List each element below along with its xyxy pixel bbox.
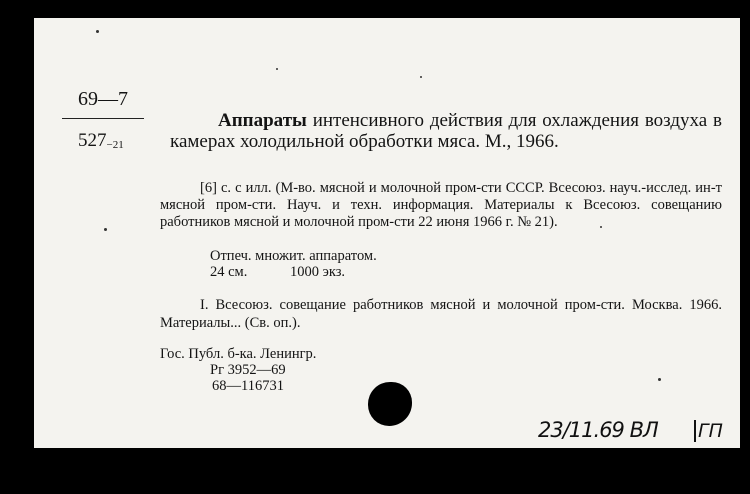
card-number: 68—116731 <box>212 378 284 394</box>
library-name: Гос. Публ. б-ка. Ленингр. <box>160 346 317 362</box>
record-description: [6] с. с илл. (М-во. мясной и молочной пром-сти СССР. Всесоюз. науч.-исслед. ин-т мясной пром-сти. Науч. и техн. информация. Материалы к Всесоюз. совещанию работников мясной и молочной пром-сти 22 июня 1966 г. № 21). <box>160 180 722 230</box>
registration-number: Рг 3952—69 <box>210 362 286 378</box>
handwritten-note: 23/11.69 ВЛ <box>538 418 658 442</box>
call-number-bottom <box>78 130 124 152</box>
call-number-divider <box>62 118 144 119</box>
call-number-top: 69—7 <box>78 88 128 110</box>
record-title-lead: Аппараты <box>218 110 307 131</box>
scan-speck <box>96 30 99 33</box>
call-number-bottom-sub: −21 <box>106 139 124 151</box>
scan-speck <box>104 228 107 231</box>
scan-speck <box>276 68 278 70</box>
record-copies: 1000 экз. <box>290 264 346 280</box>
record-title <box>170 110 722 152</box>
scan-speck <box>600 226 602 228</box>
record-title-rest: интенсивного действия для охлаждения воздуха в камерах холодильной обработки мяса. М., 1966. <box>170 110 722 152</box>
scan-speck <box>658 378 661 381</box>
handwritten-box-mark: ГП <box>694 420 723 442</box>
record-tracing: I. Всесоюз. совещание работников мясной и молочной пром-сти. Москва. 1966. Материалы... (Св. оп.). <box>160 297 722 331</box>
scan-speck <box>420 76 422 78</box>
call-number-bottom-main: 527 <box>78 130 107 151</box>
record-size: 24 см. <box>210 264 248 280</box>
print-note: Отпеч. множит. аппаратом. <box>210 248 377 264</box>
